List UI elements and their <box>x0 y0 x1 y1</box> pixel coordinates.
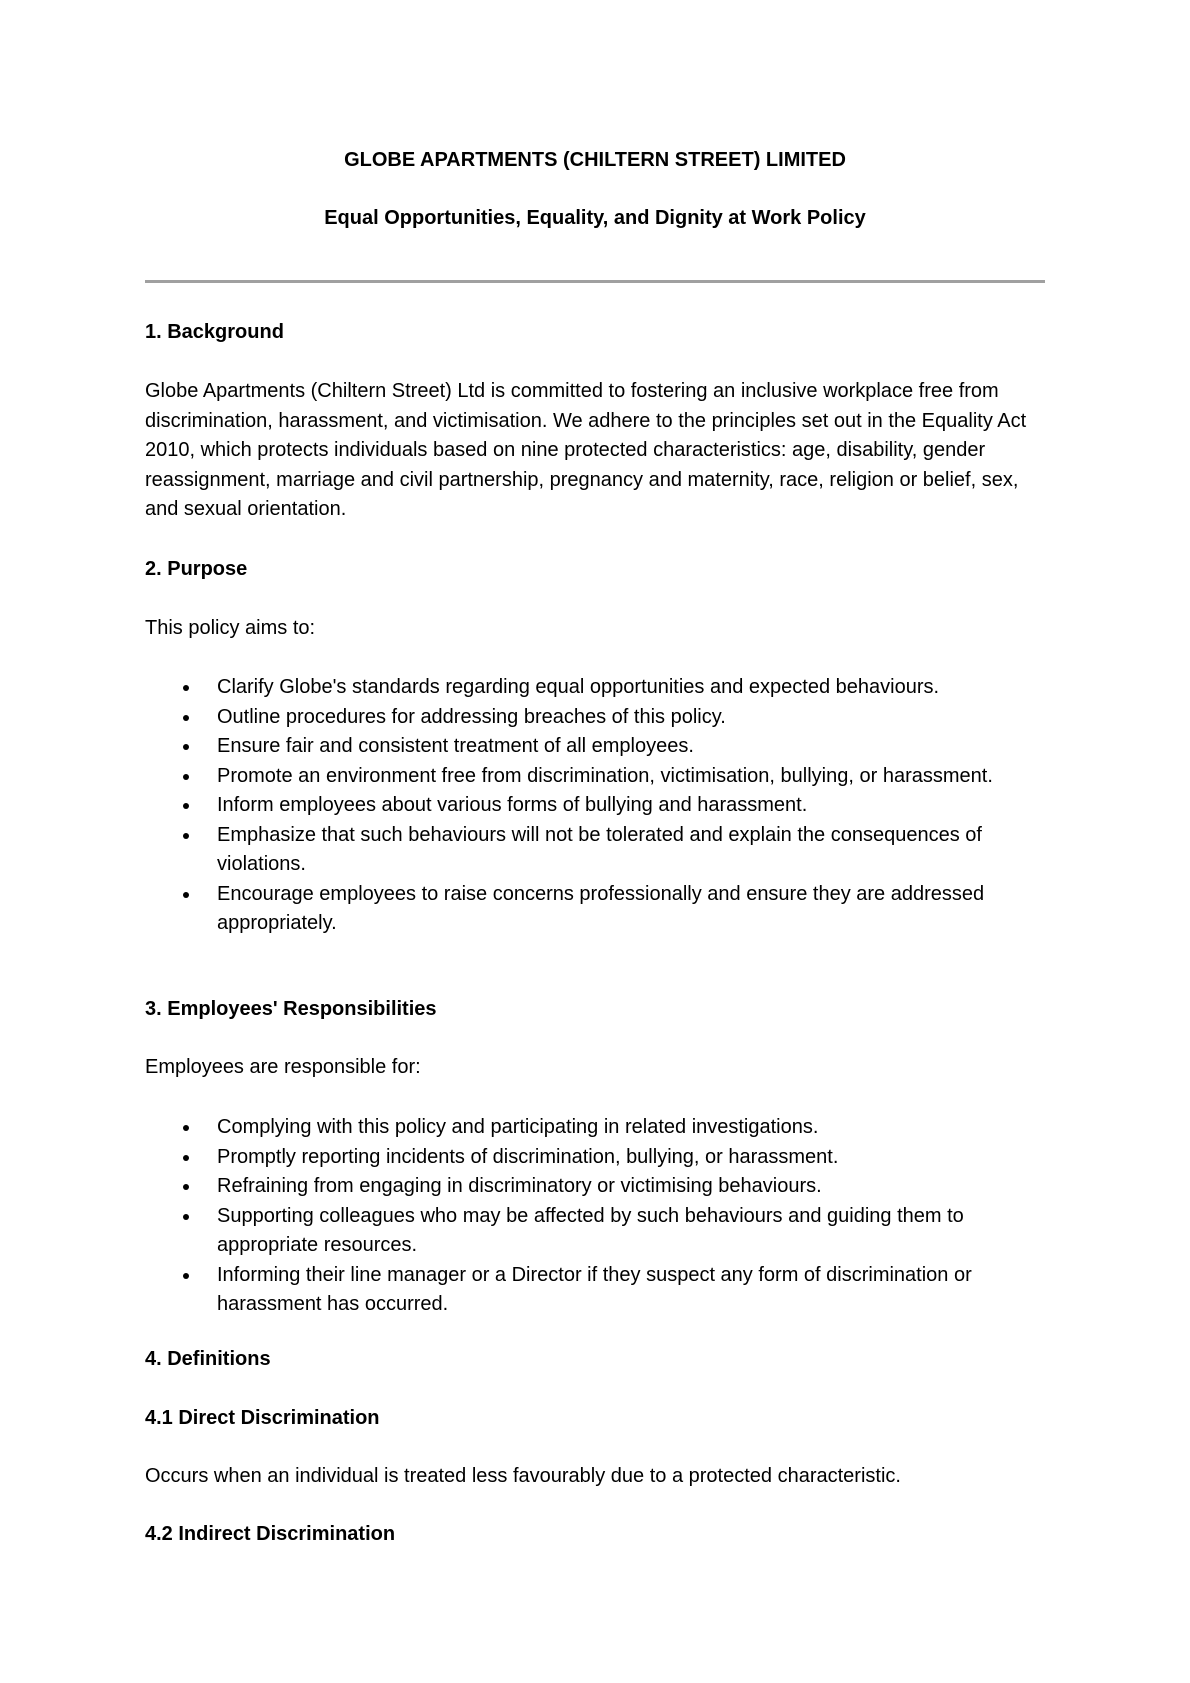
list-item <box>145 762 1050 792</box>
bullet-icon <box>183 1184 189 1190</box>
bullet-icon <box>183 1155 189 1161</box>
purpose-heading: 2. Purpose <box>145 558 248 580</box>
list-item <box>145 1113 1050 1143</box>
indirect-discrimination-heading: 4.2 Indirect Discrimination <box>145 1523 396 1545</box>
list-item <box>145 1261 1050 1320</box>
direct-discrimination-heading: 4.1 Direct Discrimination <box>145 1407 380 1429</box>
background-body: Globe Apartments (Chiltern Street) Ltd is committed to fostering an inclusive workplace free from discrimination, harassment, and victimisation. We adhere to the principles set out in the Equality Act 2010, which protects individuals based on nine protected characteristics: age, disability, gender reassignment, marriage and civil partnership, pregnancy and maternity, race, religion or belief, sex, and sexual orientation. <box>145 380 1027 520</box>
bullet-icon <box>183 1273 189 1279</box>
list-item-text: Promptly reporting incidents of discrimination, bullying, or harassment. <box>217 1145 839 1168</box>
list-item <box>145 732 1050 762</box>
definitions-heading: 4. Definitions <box>145 1348 271 1370</box>
bullet-icon <box>183 892 189 898</box>
list-item <box>145 1172 1050 1202</box>
bullet-icon <box>183 774 189 780</box>
direct-discrimination-body: Occurs when an individual is treated less favourably due to a protected characteristic. <box>145 1465 901 1487</box>
purpose-intro: This policy aims to: <box>145 617 316 639</box>
company-title: GLOBE APARTMENTS (CHILTERN STREET) LIMITED <box>344 149 846 171</box>
bullet-icon <box>183 715 189 721</box>
list-item <box>145 1202 1050 1261</box>
header-divider <box>145 280 1045 283</box>
background-heading: 1. Background <box>145 321 284 343</box>
responsibilities-list <box>145 1113 1050 1320</box>
bullet-icon <box>183 803 189 809</box>
list-item-text: Inform employees about various forms of bullying and harassment. <box>217 794 808 816</box>
list-item <box>145 1143 1050 1173</box>
list-item-text: Emphasize that such behaviours will not be tolerated and explain the consequences of violations. <box>217 823 982 875</box>
purpose-list <box>145 673 1050 939</box>
bullet-icon <box>183 1125 189 1131</box>
bullet-icon <box>183 1214 189 1220</box>
bullet-icon <box>183 744 189 750</box>
list-item <box>145 673 1050 703</box>
responsibilities-intro: Employees are responsible for: <box>145 1056 421 1078</box>
bullet-icon <box>183 833 189 839</box>
policy-title: Equal Opportunities, Equality, and Dignity at Work Policy <box>324 207 866 229</box>
list-item-text: Promote an environment free from discrimination, victimisation, bullying, or harassment. <box>217 764 993 787</box>
list-item <box>145 821 1050 880</box>
list-item-text: Supporting colleagues who may be affected by such behaviours and guiding them to appropriate resources. <box>217 1204 964 1256</box>
list-item-text: Complying with this policy and participating in related investigations. <box>217 1116 819 1138</box>
list-item-text: Outline procedures for addressing breaches of this policy. <box>217 705 726 728</box>
list-item <box>145 703 1050 733</box>
responsibilities-heading: 3. Employees' Responsibilities <box>145 998 437 1020</box>
list-item-text: Encourage employees to raise concerns professionally and ensure they are addressed appropriately. <box>217 882 985 934</box>
list-item-text: Clarify Globe's standards regarding equal opportunities and expected behaviours. <box>217 676 940 698</box>
list-item <box>145 880 1050 939</box>
list-item-text: Informing their line manager or a Director if they suspect any form of discrimination or harassment has occurred. <box>217 1263 972 1315</box>
list-item <box>145 791 1050 821</box>
bullet-icon <box>183 685 189 691</box>
list-item-text: Ensure fair and consistent treatment of all employees. <box>217 735 694 757</box>
list-item-text: Refraining from engaging in discriminatory or victimising behaviours. <box>217 1175 822 1197</box>
